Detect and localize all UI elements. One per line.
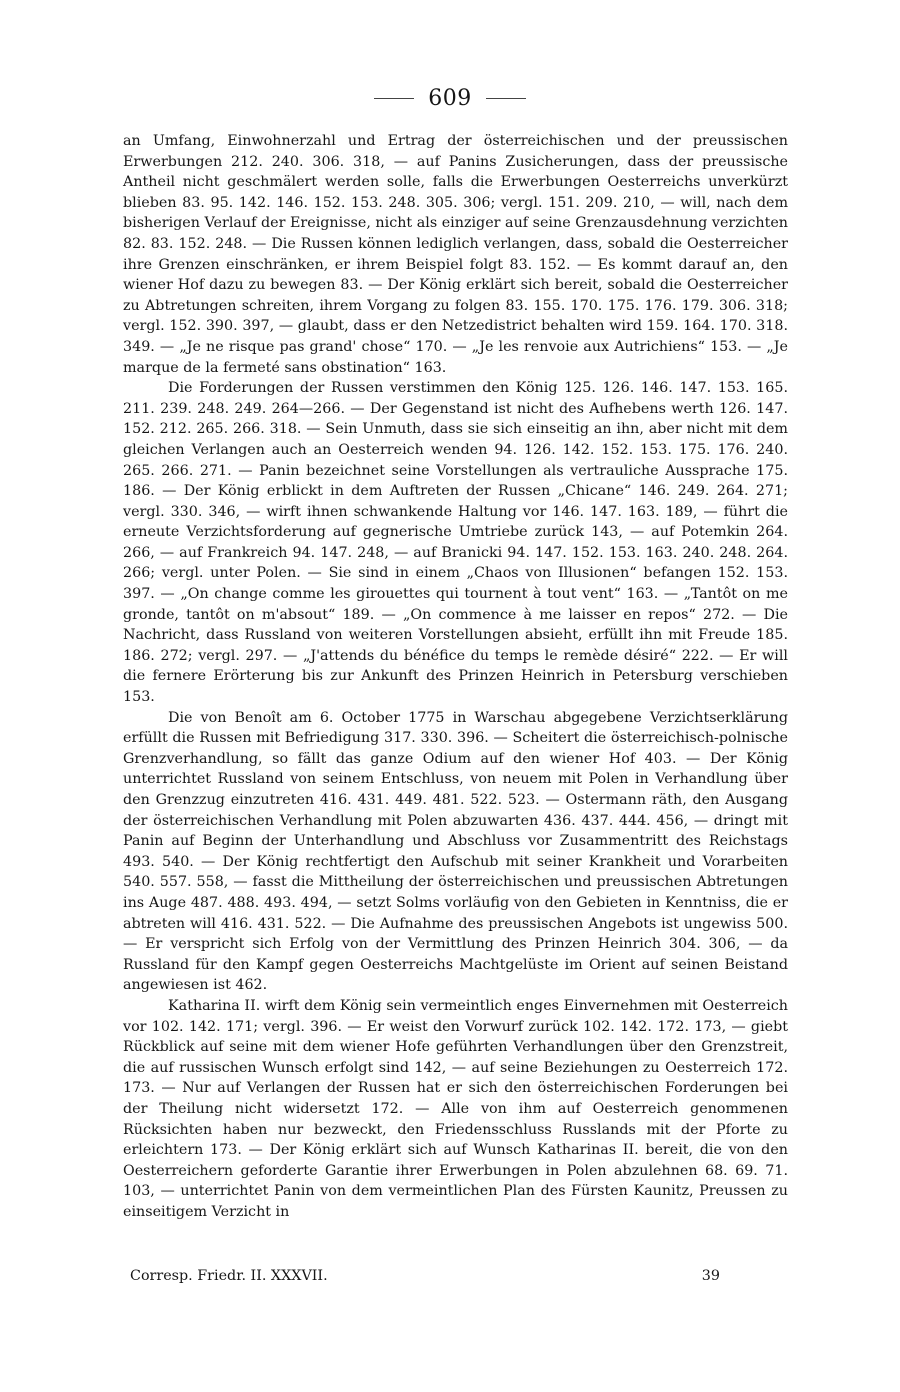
page-footer: [130, 1268, 720, 1284]
paragraph-4: Katharina II. wirft dem König sein vermeintlich enges Einvernehmen mit Oesterreich vor 102. 142. 171; vergl. 396. — Er weist den Vorwurf zurück 102. 142. 172. 173, — giebt Rückblick auf seine mit dem wiener Hofe geführten Verhandlungen über den Grenzstreit, die auf russischen Wunsch erfolgt sind 142, — auf seine Beziehungen zu Oesterreich 172. 173. — Nur auf Verlangen der Russen hat er sich den österreichischen Forderungen bei der Theilung nicht widersetzt 172. — Alle von ihm auf Oesterreich genommenen Rücksichten haben nur bezweckt, den Friedensschluss Russlands mit der Pforte zu erleichtern 173. — Der König erklärt sich auf Wunsch Katharinas II. bereit, die von den Oesterreichern geforderte Garantie ihrer Erwerbungen in Polen abzulehnen 68. 69. 71. 103, — unterrichtet Panin von dem vermeintlichen Plan des Fürsten Kaunitz, Preussen zu einseitigem Verzicht in: [123, 997, 788, 1220]
paragraph-1: an Umfang, Einwohnerzahl und Ertrag der österreichischen und der preussischen Erwerbungen 212. 240. 306. 318, — auf Panins Zusicherungen, dass der preussische Antheil nicht geschmälert werden solle, falls die Erwerbungen Oesterreichs unverkürzt blieben 83. 95. 142. 146. 152. 153. 248. 305. 306; vergl. 151. 209. 210, — will, nach dem bisherigen Verlauf der Ereignisse, nicht als einziger auf seine Grenzausdehnung verzichten 82. 83. 152. 248. — Die Russen können lediglich verlangen, dass, sobald die Oesterreicher ihre Grenzen einschränken, er ihrem Beispiel folgt 83. 152. — Es kommt darauf an, den wiener Hof dazu zu bewegen 83. — Der König erklärt sich bereit, sobald die Oesterreicher zu Abtretungen schreiten, ihrem Vorgang zu folgen 83. 155. 170. 175. 176. 179. 306. 318; vergl. 152. 390. 397, — glaubt, dass er den Netzedistrict behalten wird 159. 164. 170. 318. 349. — „Je ne risque pas grand' chose“ 170. — „Je les renvoie aux Autrichiens“ 153. — „Je marque de la fermeté sans obstination“ 163.: [123, 133, 788, 376]
footer-source: Corresp. Friedr. II. XXXVII.: [130, 1268, 328, 1284]
paragraph-3: Die von Benoît am 6. October 1775 in Warschau abgegebene Verzichtserklärung erfüllt die Russen mit Befriedigung 317. 330. 396. — Scheitert die österreichisch-polnische Grenzverhandlung, so fällt das ganze Odium auf den wiener Hof 403. — Der König unterrichtet Russland von seinem Entschluss, von neuem mit Polen in Verhandlung über den Grenzzug einzutreten 416. 431. 449. 481. 522. 523. — Ostermann räth, den Ausgang der österreichischen Verhandlung mit Polen abzuwarten 436. 437. 444. 456, — dringt mit Panin auf Beginn der Unterhandlung und Abschluss vor Zusammentritt des Reichstags 493. 540. — Der König rechtfertigt den Aufschub mit seiner Krankheit und Vorarbeiten 540. 557. 558, — fasst die Mittheilung der österreichischen und preussischen Abtretungen ins Auge 487. 488. 493. 494, — setzt Solms vorläufig von den Gebieten in Kenntniss, die er abtreten will 416. 431. 522. — Die Aufnahme des preussischen Angebots ist ungewiss 500. — Er verspricht sich Erfolg von der Vermittlung des Prinzen Heinrich 304. 306, — da Russland für den Kampf gegen Oesterreichs Machtgelüste im Orient auf seinen Beistand angewiesen ist 462.: [123, 709, 788, 994]
paragraph-2: Die Forderungen der Russen verstimmen den König 125. 126. 146. 147. 153. 165. 211. 239. 248. 249. 264—266. — Der Gegenstand ist nicht des Aufhebens werth 126. 147. 152. 212. 265. 266. 318. — Sein Unmuth, dass sie sich einseitig an ihn, aber nicht mit dem gleichen Verlangen auch an Oesterreich wenden 94. 126. 142. 152. 153. 175. 176. 240. 265. 266. 271. — Panin bezeichnet seine Vorstellungen als vertrauliche Aussprache 175. 186. — Der König erblickt in dem Auftreten der Russen „Chicane“ 146. 249. 264. 271; vergl. 330. 346, — wirft ihnen schwankende Haltung vor 146. 147. 163. 189, — führt die erneute Verzichtsforderung auf gegnerische Umtriebe zurück 143, — auf Potemkin 264. 266, — auf Frankreich 94. 147. 248, — auf Branicki 94. 147. 152. 153. 163. 240. 248. 264. 266; vergl. unter Polen. — Sie sind in einem „Chaos von Illusionen“ befangen 152. 153. 397. — „On change comme les girouettes qui tournent à tout vent“ 163. — „Tantôt on me gronde, tantôt on m'absout“ 189. — „On commence à me laisser en repos“ 272. — Die Nachricht, dass Russland von weiteren Vorstellungen absieht, erfüllt ihn mit Freude 185. 186. 272; vergl. 297. — „J'attends du bénéfice du temps le remède désiré“ 222. — Er will die fernere Erörterung bis zur Ankunft des Prinzen Heinrich in Petersburg verschieben 153.: [123, 380, 788, 706]
header-rule-left: [374, 98, 414, 99]
footer-signature-mark: 39: [701, 1268, 720, 1284]
page-header: [0, 86, 900, 111]
index-text: [123, 131, 788, 1222]
header-rule-right: [486, 98, 526, 99]
page-number: 609: [428, 86, 472, 111]
